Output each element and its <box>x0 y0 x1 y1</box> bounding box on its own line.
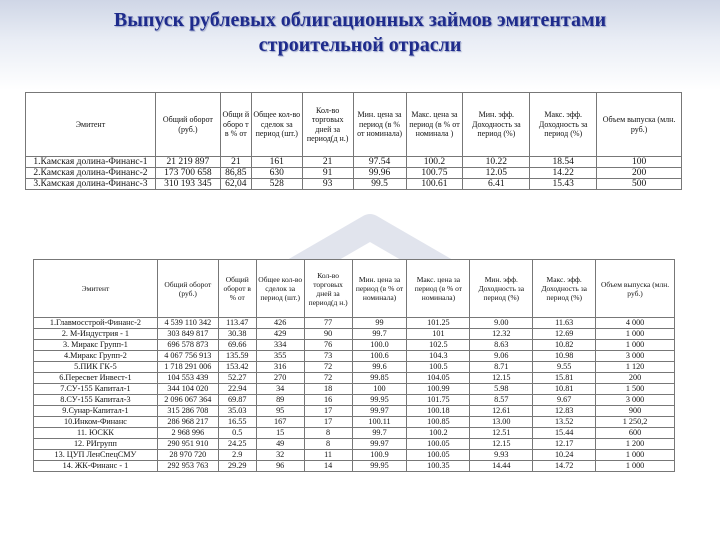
table-cell: 99.85 <box>352 373 407 384</box>
table-cell: 310 193 345 <box>155 179 220 190</box>
table-cell: 17 <box>304 406 352 417</box>
table-cell: 13.00 <box>470 417 533 428</box>
table-cell: 1 250,2 <box>596 417 675 428</box>
table-row <box>26 179 682 190</box>
table-cell: 161 <box>251 157 302 168</box>
table-cell: 900 <box>596 406 675 417</box>
table-cell: 100.05 <box>407 450 470 461</box>
issuer-name-cell: 5.ПИК ГК-5 <box>34 362 158 373</box>
table-header-row <box>34 260 675 318</box>
table-cell: 500 <box>597 179 682 190</box>
table-row <box>34 384 675 395</box>
table-cell: 12.15 <box>470 373 533 384</box>
issuer-name-cell: 8.СУ-155 Капитал-3 <box>34 395 158 406</box>
table-cell: 14 <box>304 461 352 472</box>
table-cell: 1 000 <box>596 340 675 351</box>
table-cell: 10.81 <box>533 384 596 395</box>
table-cell: 99.96 <box>353 168 406 179</box>
table-row <box>34 461 675 472</box>
table-cell: 100.75 <box>406 168 463 179</box>
table-cell: 1 500 <box>596 384 675 395</box>
issuer-name-cell: 11. ЮСКК <box>34 428 158 439</box>
table-cell: 8.63 <box>470 340 533 351</box>
table-cell: 101.25 <box>407 318 470 329</box>
column-header: Эмитент <box>34 260 158 318</box>
issuer-name-cell: 9.Сунар-Капитал-1 <box>34 406 158 417</box>
table-cell: 34 <box>256 384 304 395</box>
table-cell: 426 <box>256 318 304 329</box>
table-cell: 9.00 <box>470 318 533 329</box>
table-cell: 2 968 996 <box>157 428 218 439</box>
table-cell: 10.22 <box>463 157 530 168</box>
table-row <box>34 395 675 406</box>
table-cell: 200 <box>597 168 682 179</box>
table-cell: 173 700 658 <box>155 168 220 179</box>
issuer-name-cell: 10.Инком-Финанс <box>34 417 158 428</box>
table-cell: 16.55 <box>218 417 256 428</box>
issuer-name-cell: 3.Камская долина-Финанс-3 <box>26 179 156 190</box>
table-cell: 76 <box>304 340 352 351</box>
column-header: Общее кол-во сделок за период (шт.) <box>251 93 302 157</box>
table-cell: 316 <box>256 362 304 373</box>
table-cell: 12.69 <box>533 329 596 340</box>
table-cell: 8 <box>304 428 352 439</box>
table-cell: 8.71 <box>470 362 533 373</box>
table-cell: 96 <box>256 461 304 472</box>
table-cell: 4 067 756 913 <box>157 351 218 362</box>
title-line-1: Выпуск рублевых облигационных займов эмитентами <box>113 9 607 31</box>
table-cell: 135.59 <box>218 351 256 362</box>
table-cell: 12.83 <box>533 406 596 417</box>
table-cell: 8.57 <box>470 395 533 406</box>
table-cell: 696 578 873 <box>157 340 218 351</box>
table-cell: 86,85 <box>220 168 251 179</box>
table-cell: 9.06 <box>470 351 533 362</box>
table-cell: 0.5 <box>218 428 256 439</box>
table-cell: 90 <box>304 329 352 340</box>
column-header: Общее кол-во сделок за период (шт.) <box>256 260 304 318</box>
table-cell: 77 <box>304 318 352 329</box>
table-cell: 12.51 <box>470 428 533 439</box>
table-cell: 18.54 <box>530 157 597 168</box>
table-cell: 14.22 <box>530 168 597 179</box>
table-row <box>34 450 675 461</box>
table-cell: 1 000 <box>596 461 675 472</box>
table-cell: 100.35 <box>407 461 470 472</box>
issuer-name-cell: 14. ЖК-Финанс - 1 <box>34 461 158 472</box>
table-header-row <box>26 93 682 157</box>
table-row <box>34 362 675 373</box>
table-cell: 334 <box>256 340 304 351</box>
column-header: Кол-во торговых дней за период(д н.) <box>302 93 353 157</box>
column-header: Кол-во торговых дней за период(д н.) <box>304 260 352 318</box>
table-cell: 11 <box>304 450 352 461</box>
table-cell: 100.85 <box>407 417 470 428</box>
issuer-name-cell: 7.СУ-155 Капитал-1 <box>34 384 158 395</box>
table-cell: 99.95 <box>352 461 407 472</box>
table-cell: 100.11 <box>352 417 407 428</box>
issuer-name-cell: 6.Пересвет Инвест-1 <box>34 373 158 384</box>
column-header: Макс. цена за период (в % от номинала ) <box>406 93 463 157</box>
table-cell: 95 <box>256 406 304 417</box>
table-cell: 303 849 817 <box>157 329 218 340</box>
table-cell: 97.54 <box>353 157 406 168</box>
table-row <box>34 428 675 439</box>
table-cell: 292 953 763 <box>157 461 218 472</box>
table-cell: 104.3 <box>407 351 470 362</box>
table-cell: 9.93 <box>470 450 533 461</box>
column-header: Мин. эфф. Доходность за период (%) <box>463 93 530 157</box>
table-cell: 3 000 <box>596 351 675 362</box>
table-cell: 101.75 <box>407 395 470 406</box>
table-cell: 100.2 <box>406 157 463 168</box>
table-cell: 100.0 <box>352 340 407 351</box>
issuer-name-cell: 1.Камская долина-Финанс-1 <box>26 157 156 168</box>
table-cell: 16 <box>304 395 352 406</box>
table-cell: 100.6 <box>352 351 407 362</box>
table-cell: 12.15 <box>470 439 533 450</box>
table-cell: 28 970 720 <box>157 450 218 461</box>
table-cell: 99.7 <box>352 329 407 340</box>
column-header: Общий оборот (руб.) <box>157 260 218 318</box>
table-row <box>34 351 675 362</box>
table-cell: 100.99 <box>407 384 470 395</box>
table-cell: 200 <box>596 373 675 384</box>
issuer-name-cell: 4.Миракс Групп-2 <box>34 351 158 362</box>
column-header: Общи й оборо т в % от <box>220 93 251 157</box>
table-cell: 10.82 <box>533 340 596 351</box>
table-cell: 600 <box>596 428 675 439</box>
table-cell: 99.5 <box>353 179 406 190</box>
table-cell: 1 000 <box>596 450 675 461</box>
column-header: Мин. эфф. Доходность за период (%) <box>470 260 533 318</box>
table-cell: 2.9 <box>218 450 256 461</box>
table-cell: 104.05 <box>407 373 470 384</box>
table-cell: 104 553 439 <box>157 373 218 384</box>
table-cell: 1 718 291 006 <box>157 362 218 373</box>
table-cell: 10.98 <box>533 351 596 362</box>
table-cell: 14.44 <box>470 461 533 472</box>
table-cell: 8 <box>304 439 352 450</box>
column-header: Объем выпуска (млн. руб.) <box>597 93 682 157</box>
table-cell: 99.6 <box>352 362 407 373</box>
table-cell: 62,04 <box>220 179 251 190</box>
table-cell: 100.5 <box>407 362 470 373</box>
table-cell: 270 <box>256 373 304 384</box>
issuer-name-cell: 2. М-Индустрия - 1 <box>34 329 158 340</box>
table-cell: 102.5 <box>407 340 470 351</box>
title-line-2: строительной отрасли <box>258 34 462 56</box>
issuer-name-cell: 3. Миракс Групп-1 <box>34 340 158 351</box>
column-header: Мин. цена за период (в % от номинала) <box>352 260 407 318</box>
table-cell: 21 <box>220 157 251 168</box>
table-cell: 15 <box>256 428 304 439</box>
table-cell: 93 <box>302 179 353 190</box>
table-cell: 29.29 <box>218 461 256 472</box>
table-cell: 91 <box>302 168 353 179</box>
table-cell: 355 <box>256 351 304 362</box>
table-cell: 630 <box>251 168 302 179</box>
table-cell: 167 <box>256 417 304 428</box>
table-cell: 101 <box>407 329 470 340</box>
table-row <box>34 406 675 417</box>
table-cell: 12.17 <box>533 439 596 450</box>
table-cell: 113.47 <box>218 318 256 329</box>
table-cell: 315 286 708 <box>157 406 218 417</box>
table-row <box>26 168 682 179</box>
issuers-table-construction <box>33 259 675 472</box>
table-row <box>34 373 675 384</box>
table-cell: 15.44 <box>533 428 596 439</box>
issuer-name-cell: 2.Камская долина-Финанс-2 <box>26 168 156 179</box>
table-cell: 100.9 <box>352 450 407 461</box>
table-cell: 21 219 897 <box>155 157 220 168</box>
table-cell: 11.63 <box>533 318 596 329</box>
table-row <box>34 329 675 340</box>
table-cell: 73 <box>304 351 352 362</box>
issuer-name-cell: 13. ЦУП ЛенСпецСМУ <box>34 450 158 461</box>
column-header: Мин. цена за период (в % от номинала) <box>353 93 406 157</box>
table-cell: 49 <box>256 439 304 450</box>
table-cell: 99.97 <box>352 406 407 417</box>
table-row <box>34 340 675 351</box>
issuer-name-cell: 1.Главмосстрой-Финанс-2 <box>34 318 158 329</box>
table-row <box>34 318 675 329</box>
table-cell: 5.98 <box>470 384 533 395</box>
column-header: Макс. цена за период (в % от номинала) <box>407 260 470 318</box>
column-header: Эмитент <box>26 93 156 157</box>
table-row <box>26 157 682 168</box>
table-cell: 344 104 020 <box>157 384 218 395</box>
table-cell: 6.41 <box>463 179 530 190</box>
table-row <box>34 417 675 428</box>
table-cell: 528 <box>251 179 302 190</box>
table-cell: 3 000 <box>596 395 675 406</box>
table-cell: 14.72 <box>533 461 596 472</box>
table-cell: 12.61 <box>470 406 533 417</box>
table-cell: 15.43 <box>530 179 597 190</box>
issuers-table-kamskaya <box>25 92 682 190</box>
table-cell: 429 <box>256 329 304 340</box>
table-cell: 10.24 <box>533 450 596 461</box>
table-cell: 89 <box>256 395 304 406</box>
table-cell: 99.97 <box>352 439 407 450</box>
table-cell: 18 <box>304 384 352 395</box>
table-cell: 9.55 <box>533 362 596 373</box>
table-cell: 35.03 <box>218 406 256 417</box>
column-header: Объем выпуска (млн. руб.) <box>596 260 675 318</box>
column-header: Общий оборот в % от <box>218 260 256 318</box>
table-cell: 72 <box>304 362 352 373</box>
column-header: Макс. эфф. Доходность за период (%) <box>530 93 597 157</box>
table-cell: 100 <box>352 384 407 395</box>
column-header: Общий оборот (руб.) <box>155 93 220 157</box>
table-cell: 99 <box>352 318 407 329</box>
table-cell: 100 <box>597 157 682 168</box>
table-cell: 9.67 <box>533 395 596 406</box>
table-cell: 32 <box>256 450 304 461</box>
table-cell: 290 951 910 <box>157 439 218 450</box>
table-cell: 69.87 <box>218 395 256 406</box>
table-cell: 13.52 <box>533 417 596 428</box>
issuer-name-cell: 12. РИгрупп <box>34 439 158 450</box>
table-cell: 1 120 <box>596 362 675 373</box>
table-cell: 21 <box>302 157 353 168</box>
table-cell: 24.25 <box>218 439 256 450</box>
table-cell: 286 968 217 <box>157 417 218 428</box>
table-cell: 15.81 <box>533 373 596 384</box>
table-cell: 99.95 <box>352 395 407 406</box>
table-cell: 1 000 <box>596 329 675 340</box>
table-cell: 22.94 <box>218 384 256 395</box>
table-cell: 4 539 110 342 <box>157 318 218 329</box>
table-cell: 69.66 <box>218 340 256 351</box>
table-cell: 30.38 <box>218 329 256 340</box>
table-row <box>34 439 675 450</box>
table-cell: 1 200 <box>596 439 675 450</box>
table-cell: 4 000 <box>596 318 675 329</box>
table-cell: 17 <box>304 417 352 428</box>
table-cell: 12.05 <box>463 168 530 179</box>
table-cell: 12.32 <box>470 329 533 340</box>
table-cell: 52.27 <box>218 373 256 384</box>
table-cell: 99.7 <box>352 428 407 439</box>
table-cell: 100.05 <box>407 439 470 450</box>
table-cell: 100.2 <box>407 428 470 439</box>
table-cell: 2 096 067 364 <box>157 395 218 406</box>
table-cell: 100.18 <box>407 406 470 417</box>
table-cell: 153.42 <box>218 362 256 373</box>
slide-title <box>0 8 720 58</box>
table-cell: 100.61 <box>406 179 463 190</box>
table-cell: 72 <box>304 373 352 384</box>
column-header: Макс. эфф. Доходность за период (%) <box>533 260 596 318</box>
